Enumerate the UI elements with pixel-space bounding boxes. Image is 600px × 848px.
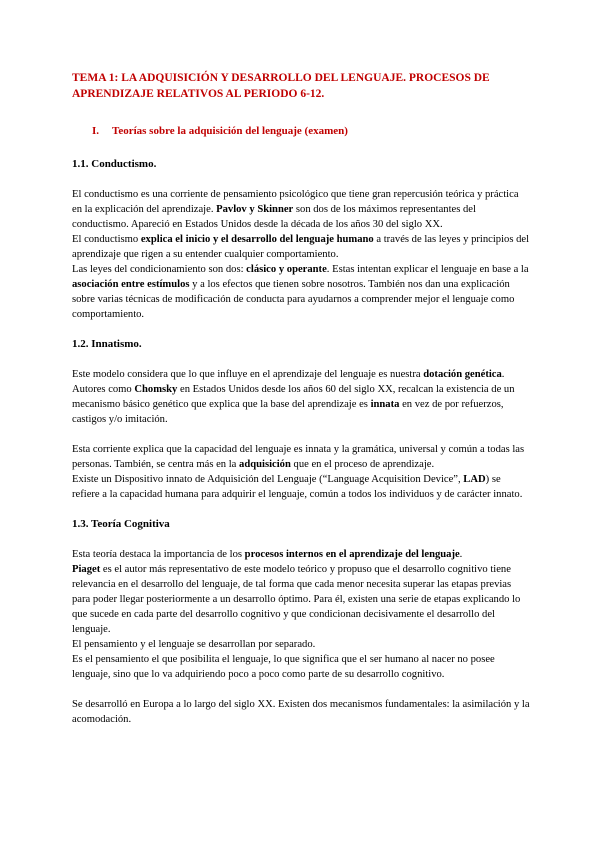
paragraph-innatismo-2: Esta corriente explica que la capacidad del lenguaje es innata y la gramática, universal y común a todas las personas. También, se centra más en la adquisición que en el proceso de aprendizaje. (72, 444, 525, 470)
heading-innatismo: 1.2. Innatismo. (72, 338, 142, 350)
heading-teoria-cognitiva: 1.3. Teoría Cognitiva (72, 518, 170, 530)
paragraph-innatismo-3: Existe un Dispositivo innato de Adquisición del Lenguaje (“Language Acquisition Device”, LAD) se refiere a la capacidad humana para adquirir el lenguaje, común a todos los individuos y de carácter innato. (72, 474, 523, 500)
section-subtitle (72, 124, 530, 139)
paragraph-cognitiva-1: Esta teoría destaca la importancia de los procesos internos en el aprendizaje del lenguaje. (72, 549, 463, 560)
paragraph-cognitiva-4: Es el pensamiento el que posibilita el lenguaje, lo que significa que el ser humano al nacer no posee lenguaje, sino que lo va adquiriendo poco a poco como parte de su desarrollo cognitivo. (72, 654, 495, 680)
paragraph-cognitiva-5: Se desarrolló en Europa a lo largo del siglo XX. Existen dos mecanismos fundamentales: la asimilación y la acomodación. (72, 699, 530, 725)
paragraph-cognitiva-3: El pensamiento y el lenguaje se desarrollan por separado. (72, 639, 316, 650)
subtitle-number: I. (92, 125, 100, 137)
paragraph-conductismo-1: El conductismo es una corriente de pensamiento psicológico que tiene gran repercusión teórica y práctica en la explicación del aprendizaje. Pavlov y Skinner son dos de los máximos representantes del conductismo. Apareció en Estados Unidos desde la década de los años 30 del siglo XX. (72, 189, 519, 230)
paragraph-conductismo-2: El conductismo explica el inicio y el desarrollo del lenguaje humano a través de las leyes y principios del aprendizaje que rigen a su entender cualquier comportamiento. (72, 234, 530, 260)
subtitle-text: Teorías sobre la adquisición del lenguaje (examen) (112, 125, 348, 137)
paragraph-cognitiva-2: Piaget es el autor más representativo de este modelo teórico y propuso que el desarrollo cognitivo tiene relevancia en el desarrollo del lenguaje, de tal forma que cada menor necesita superar las etapas previas para poder llegar posteriormente a un desarrollo óptimo. Para él, existen una serie de etapas explicando lo que sucede en cada parte del desarrollo cognitivo y que condicionan decisivamente el desarrollo del lenguaje. (72, 564, 521, 635)
heading-conductismo: 1.1. Conductismo. (72, 158, 157, 170)
paragraph-innatismo-1: Este modelo considera que lo que influye en el aprendizaje del lenguaje es nuestra dotación genética. Autores como Chomsky en Estados Unidos desde los años 60 del siglo XX, recalcan la existencia de un mecanismo básico genético que explica que la base del aprendizaje es innata en vez de por refuerzos, castigos y/o imitación. (72, 369, 515, 425)
paragraph-conductismo-3: Las leyes del condicionamiento son dos: clásico y operante. Estas intentan explicar el lenguaje en base a la asociación entre estímulos y a los efectos que tienen sobre nosotros. También nos dan una explicación sobre varias técnicas de modificación de conducta para ayudarnos a comprender mejor el lenguaje como comportamiento. (72, 264, 529, 320)
document-title: TEMA 1: LA ADQUISICIÓN Y DESARROLLO DEL LENGUAJE. PROCESOS DE APRENDIZAJE RELATIVOS AL PERIODO 6-12. (72, 72, 490, 100)
